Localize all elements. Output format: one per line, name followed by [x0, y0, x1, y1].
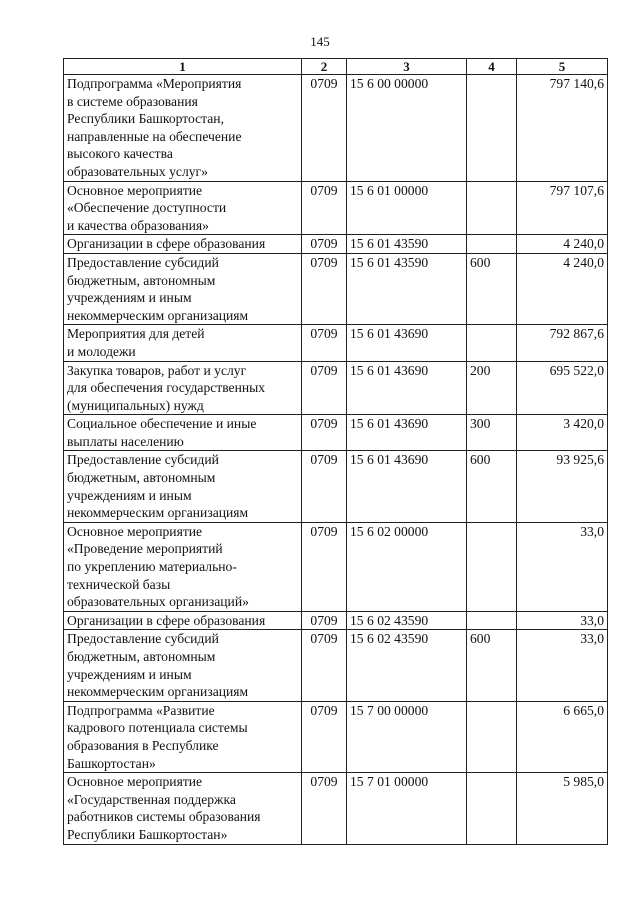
- row-name-line: высокого качества: [67, 146, 173, 162]
- row-name-line: направленные на обеспечение: [67, 128, 242, 144]
- row-name-line: учреждениям и иным: [67, 487, 192, 503]
- header-code: 3: [347, 59, 467, 75]
- table-row: [64, 630, 608, 701]
- row-name-line: в системе образования: [67, 93, 198, 109]
- row-name-line: Предоставление субсидий: [67, 631, 219, 647]
- row-type: [467, 611, 517, 630]
- header-amount: 5: [517, 59, 608, 75]
- row-amount: 797 107,6: [517, 181, 608, 235]
- row-name: [64, 181, 302, 235]
- row-name: [64, 630, 302, 701]
- row-section: 0709: [302, 361, 347, 415]
- row-amount: 33,0: [517, 522, 608, 611]
- row-type: [467, 773, 517, 844]
- row-name-line: и качества образования»: [67, 217, 209, 233]
- row-name-line: Основное мероприятие: [67, 774, 203, 790]
- row-code: 15 6 00 00000: [347, 75, 467, 182]
- row-name-line: Мероприятия для детей: [67, 326, 205, 342]
- row-code: 15 7 01 00000: [347, 773, 467, 844]
- table-row: [64, 253, 608, 324]
- row-section: 0709: [302, 253, 347, 324]
- row-type: [467, 325, 517, 361]
- row-code: 15 6 02 00000: [347, 522, 467, 611]
- row-section: 0709: [302, 701, 347, 772]
- row-type: [467, 701, 517, 772]
- row-name-line: образовательных услуг»: [67, 163, 208, 179]
- row-amount: 4 240,0: [517, 253, 608, 324]
- budget-table: [63, 58, 608, 845]
- row-type: [467, 522, 517, 611]
- row-name-line: Подпрограмма «Мероприятия: [67, 76, 242, 91]
- row-name-line: по укреплению материально-: [67, 559, 237, 575]
- row-name-line: технической базы: [67, 576, 171, 592]
- row-code: 15 6 01 00000: [347, 181, 467, 235]
- row-code: 15 6 01 43690: [347, 415, 467, 451]
- row-name-line: Башкортостан»: [67, 755, 156, 771]
- row-amount: 6 665,0: [517, 701, 608, 772]
- row-type: [467, 235, 517, 254]
- row-name: [64, 235, 302, 254]
- row-type: 200: [467, 361, 517, 415]
- row-name-line: учреждениям и иным: [67, 290, 192, 306]
- table-row: [64, 361, 608, 415]
- row-name-line: бюджетным, автономным: [67, 272, 216, 288]
- row-amount: 33,0: [517, 611, 608, 630]
- row-name: [64, 611, 302, 630]
- row-name: [64, 701, 302, 772]
- table-row: [64, 701, 608, 772]
- row-name-line: кадрового потенциала системы: [67, 720, 248, 736]
- row-name-line: некоммерческим организациям: [67, 307, 249, 323]
- row-section: 0709: [302, 773, 347, 844]
- row-name: [64, 253, 302, 324]
- row-name-line: Республики Башкортостан,: [67, 111, 224, 127]
- row-name-line: Социальное обеспечение и иные: [67, 416, 257, 432]
- row-amount: 3 420,0: [517, 415, 608, 451]
- row-name-line: «Проведение мероприятий: [67, 541, 223, 557]
- row-name-line: «Государственная поддержка: [67, 791, 236, 807]
- header-type: 4: [467, 59, 517, 75]
- row-name: [64, 325, 302, 361]
- row-amount: 792 867,6: [517, 325, 608, 361]
- row-type: 600: [467, 253, 517, 324]
- row-name: [64, 415, 302, 451]
- table-row: [64, 773, 608, 844]
- row-section: 0709: [302, 181, 347, 235]
- row-code: 15 6 01 43590: [347, 253, 467, 324]
- row-section: 0709: [302, 235, 347, 254]
- table-row: [64, 611, 608, 630]
- table-row: [64, 181, 608, 235]
- row-code: 15 6 02 43590: [347, 630, 467, 701]
- row-code: 15 7 00 00000: [347, 701, 467, 772]
- row-name-line: Республики Башкортостан»: [67, 826, 228, 842]
- row-section: 0709: [302, 611, 347, 630]
- row-type: 600: [467, 451, 517, 522]
- row-name-line: «Обеспечение доступности: [67, 200, 227, 216]
- row-name-line: некоммерческим организациям: [67, 505, 249, 521]
- row-name-line: Организации в сфере образования: [67, 612, 266, 628]
- row-code: 15 6 01 43690: [347, 451, 467, 522]
- row-name: [64, 522, 302, 611]
- row-type: 600: [467, 630, 517, 701]
- row-type: [467, 75, 517, 182]
- table-row: [64, 325, 608, 361]
- row-amount: 33,0: [517, 630, 608, 701]
- row-section: 0709: [302, 451, 347, 522]
- row-name-line: выплаты населению: [67, 433, 184, 449]
- row-name-line: некоммерческим организациям: [67, 684, 249, 700]
- row-name-line: и молодежи: [67, 343, 136, 359]
- row-amount: 4 240,0: [517, 235, 608, 254]
- row-code: 15 6 01 43690: [347, 361, 467, 415]
- table-row: [64, 415, 608, 451]
- row-name-line: Предоставление субсидий: [67, 254, 219, 270]
- row-type: 300: [467, 415, 517, 451]
- table-row: [64, 75, 608, 182]
- header-section: 2: [302, 59, 347, 75]
- row-type: [467, 181, 517, 235]
- row-name: [64, 773, 302, 844]
- row-name-line: для обеспечения государственных: [67, 380, 266, 396]
- row-amount: 695 522,0: [517, 361, 608, 415]
- row-name-line: образования в Республике: [67, 737, 219, 753]
- row-name-line: Основное мероприятие: [67, 182, 203, 198]
- row-name: [64, 361, 302, 415]
- table-body: [64, 75, 608, 845]
- row-section: 0709: [302, 75, 347, 182]
- row-name-line: Предоставление субсидий: [67, 452, 219, 468]
- row-code: 15 6 01 43690: [347, 325, 467, 361]
- row-name: [64, 451, 302, 522]
- row-section: 0709: [302, 522, 347, 611]
- row-name-line: образовательных организаций»: [67, 594, 249, 610]
- row-code: 15 6 02 43590: [347, 611, 467, 630]
- page-number: 145: [310, 34, 330, 49]
- row-section: 0709: [302, 630, 347, 701]
- row-name-line: Организации в сфере образования: [67, 236, 266, 252]
- row-section: 0709: [302, 415, 347, 451]
- row-name-line: бюджетным, автономным: [67, 470, 216, 486]
- row-name-line: Подпрограмма «Развитие: [67, 702, 215, 718]
- table-row: [64, 451, 608, 522]
- row-amount: 93 925,6: [517, 451, 608, 522]
- header-row: [64, 59, 608, 75]
- table-row: [64, 522, 608, 611]
- row-name-line: бюджетным, автономным: [67, 649, 216, 664]
- row-code: 15 6 01 43590: [347, 235, 467, 254]
- row-name-line: (муниципальных) нужд: [67, 397, 204, 413]
- row-name: [64, 75, 302, 182]
- row-name-line: Закупка товаров, работ и услуг: [67, 362, 247, 378]
- table-row: [64, 235, 608, 254]
- row-section: 0709: [302, 325, 347, 361]
- row-name-line: учреждениям и иным: [67, 666, 192, 682]
- row-name-line: работников системы образования: [67, 809, 261, 825]
- row-amount: 5 985,0: [517, 773, 608, 844]
- header-name: 1: [64, 59, 302, 75]
- row-amount: 797 140,6: [517, 75, 608, 182]
- row-name-line: Основное мероприятие: [67, 523, 203, 539]
